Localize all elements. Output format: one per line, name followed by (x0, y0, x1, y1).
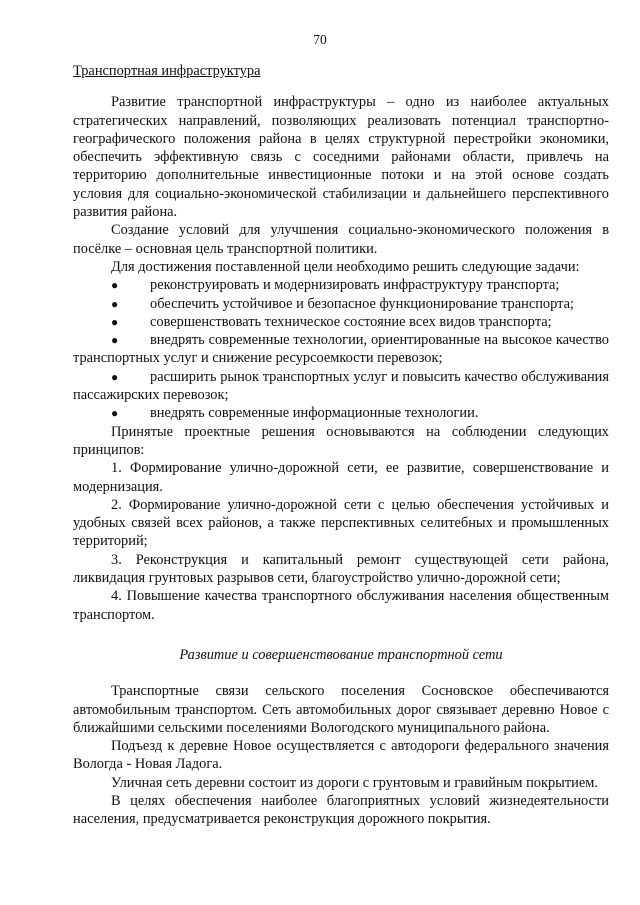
task-text: реконструировать и модернизировать инфраструктуру транспорта; (150, 277, 560, 294)
task-text: совершенствовать техническое состояние всех видов транспорта; (150, 313, 552, 330)
principles-intro: Принятые проектные решения основываются на соблюдении следующих принципов: (73, 423, 609, 458)
task-item (73, 368, 609, 405)
network-paragraph: Транспортные связи сельского поселения Сосновское обеспечиваются автомобильным транспортом. Сеть автомобильных дорог связывает деревню Новое с ближайшими сельскими поселениями Вологодского муниципального района. (73, 683, 609, 736)
task-text: внедрять современные технологии, ориентированные на высокое качество транспортных услуг и снижение ресурсоемкости перевозок; (73, 332, 609, 367)
bullet-icon: ● (111, 369, 119, 384)
task-item (73, 295, 609, 313)
page-number: 70 (313, 32, 327, 47)
bullet-icon: ● (111, 314, 119, 329)
principle-item: 1. Формирование улично-дорожной сети, ее развитие, совершенствование и модернизация. (73, 460, 609, 495)
page-content (73, 62, 609, 829)
task-text: внедрять современные информационные технологии. (150, 405, 479, 422)
bullet-icon: ● (111, 333, 119, 348)
task-item (73, 404, 609, 422)
task-item (73, 313, 609, 331)
task-text: расширить рынок транспортных услуг и повысить качество обслуживания пассажирских перевозок; (73, 368, 609, 404)
tasks-list (73, 276, 609, 422)
intro-paragraph: Создание условий для улучшения социально-экономического положения в посёлке – основная цель транспортной политики. (73, 222, 609, 257)
bullet-icon: ● (111, 296, 119, 311)
principles-list (73, 459, 609, 624)
intro-paragraph: Для достижения поставленной цели необходимо решить следующие задачи: (111, 258, 580, 275)
task-item (73, 331, 609, 368)
section-title: Транспортная инфраструктура (73, 63, 261, 79)
bullet-icon: ● (111, 406, 119, 421)
subsection-title: Развитие и совершенствование транспортной сети (179, 646, 503, 663)
task-text: обеспечить устойчивое и безопасное функционирование транспорта; (150, 295, 574, 312)
principle-item: 2. Формирование улично-дорожной сети с целью обеспечения устойчивых и удобных связей всех районов, а также перспективных селитебных и промышленных территорий; (73, 496, 609, 550)
task-item (73, 276, 609, 294)
network-paragraph: Уличная сеть деревни состоит из дороги с грунтовым и гравийным покрытием. (111, 774, 598, 791)
principle-item: 4. Повышение качества транспортного обслуживания населения общественным транспортом. (73, 588, 609, 623)
principle-item: 3. Реконструкция и капитальный ремонт существующей сети района, ликвидация грунтовых разрывов сети, благоустройство улично-дорожной сети; (73, 551, 609, 587)
bullet-icon: ● (111, 278, 119, 293)
network-paragraph: Подъезд к деревне Новое осуществляется с автодороги федерального значения Вологда - Новая Ладога. (73, 738, 609, 773)
intro-paragraph: Развитие транспортной инфраструктуры – одно из наиболее актуальных стратегических направлений, позволяющих реализовать потенциал транспортно-географического положения района в целях структурной перестройки экономики, обеспечить эффективную связь с соседними районами области, привлечь на территорию дополнительные инвестиционные потоки и на этой основе создать условия для социально-экономической стабилизации и дальнейшего перспективного развития района. (73, 94, 609, 221)
network-paragraph: В целях обеспечения наиболее благоприятных условий жизнедеятельности населения, предусматривается реконструкция дорожного покрытия. (73, 792, 609, 828)
